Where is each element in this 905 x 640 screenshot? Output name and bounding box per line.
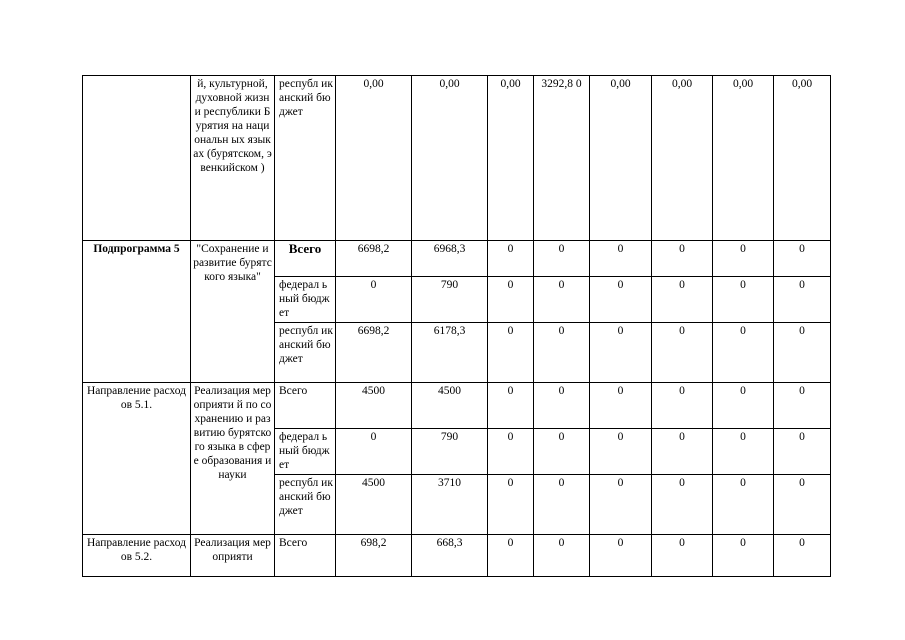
table-cell: 6698,2 — [336, 241, 412, 277]
table-cell: 0 — [652, 241, 713, 277]
table-cell: 4500 — [336, 475, 412, 535]
table-cell: 6698,2 — [336, 323, 412, 383]
table-cell: 0 — [488, 475, 534, 535]
table-cell: 0 — [774, 475, 831, 535]
table-cell: 0,00 — [774, 76, 831, 241]
table-cell: 0 — [713, 535, 774, 577]
table-cell: 6968,3 — [412, 241, 488, 277]
table-cell: 0 — [488, 323, 534, 383]
table-cell: 0 — [534, 475, 590, 535]
table-cell: 0 — [534, 383, 590, 429]
table-cell: 0,00 — [652, 76, 713, 241]
table-row — [83, 76, 831, 241]
table-cell: "Сохранение и развитие бурятского языка" — [191, 241, 275, 383]
table-cell: республ иканский бюджет — [275, 76, 336, 241]
table-cell: 0 — [488, 241, 534, 277]
table-cell: 0,00 — [488, 76, 534, 241]
table-cell: 0 — [774, 383, 831, 429]
table-cell: 3710 — [412, 475, 488, 535]
table-cell: 0 — [652, 475, 713, 535]
table-cell: 0 — [534, 241, 590, 277]
table-cell: 0 — [488, 383, 534, 429]
table-cell: 0,00 — [336, 76, 412, 241]
table-cell — [83, 76, 191, 241]
table-cell: Направление расходов 5.2. — [83, 535, 191, 577]
table-cell: 0 — [713, 429, 774, 475]
table-cell: 0,00 — [412, 76, 488, 241]
table-cell: 0 — [652, 383, 713, 429]
table-cell: 0 — [590, 429, 652, 475]
table-cell: 0 — [774, 277, 831, 323]
budget-table — [82, 75, 831, 577]
table-cell: Направление расходов 5.1. — [83, 383, 191, 535]
table-cell: 0 — [590, 277, 652, 323]
table-cell: Реализация мероприяти й по сохранению и развитию бурятского языка в сфере образования и науки — [191, 383, 275, 535]
table-cell: 0 — [713, 383, 774, 429]
table-cell: 0 — [774, 535, 831, 577]
table-cell: 6178,3 — [412, 323, 488, 383]
table-cell: 0 — [488, 429, 534, 475]
table-cell: 0 — [590, 475, 652, 535]
table-cell: федерал ьный бюджет — [275, 277, 336, 323]
table-cell: 0,00 — [590, 76, 652, 241]
table-cell: 0 — [534, 277, 590, 323]
table-cell: 0 — [652, 535, 713, 577]
table-cell: 0 — [336, 429, 412, 475]
budget-table-body — [83, 76, 831, 577]
table-cell: Всего — [275, 241, 336, 277]
table-cell: федерал ьный бюджет — [275, 429, 336, 475]
table-cell: 790 — [412, 429, 488, 475]
table-cell: Всего — [275, 383, 336, 429]
table-cell: 0 — [488, 277, 534, 323]
table-cell: Всего — [275, 535, 336, 577]
table-cell: й, культурной, духовной жизни республики Бурятия на национальн ых языках (бурятском, эвенкийском ) — [191, 76, 275, 241]
table-cell: 4500 — [412, 383, 488, 429]
table-cell: 0 — [488, 535, 534, 577]
table-cell: 0 — [652, 429, 713, 475]
table-cell: 0 — [534, 535, 590, 577]
table-cell: 0,00 — [713, 76, 774, 241]
table-cell: Реализация мероприяти — [191, 535, 275, 577]
table-cell: 0 — [534, 323, 590, 383]
table-cell: 668,3 — [412, 535, 488, 577]
table-cell: 0 — [774, 241, 831, 277]
table-cell: 4500 — [336, 383, 412, 429]
table-cell: 0 — [590, 323, 652, 383]
table-cell: Подпрограмма 5 — [83, 241, 191, 383]
table-cell: 0 — [774, 323, 831, 383]
table-row — [83, 535, 831, 577]
table-cell: 0 — [774, 429, 831, 475]
table-cell: 0 — [652, 277, 713, 323]
table-cell: 0 — [713, 277, 774, 323]
table-cell: 0 — [336, 277, 412, 323]
table-cell: республ иканский бюджет — [275, 475, 336, 535]
table-cell: 0 — [590, 535, 652, 577]
table-cell: 0 — [590, 383, 652, 429]
table-cell: 0 — [590, 241, 652, 277]
table-cell: 0 — [713, 323, 774, 383]
table-cell: 0 — [713, 241, 774, 277]
table-cell: республ иканский бюджет — [275, 323, 336, 383]
table-cell: 0 — [713, 475, 774, 535]
table-cell: 790 — [412, 277, 488, 323]
table-cell: 698,2 — [336, 535, 412, 577]
table-cell: 0 — [652, 323, 713, 383]
table-cell: 0 — [534, 429, 590, 475]
table-cell: 3292,8 0 — [534, 76, 590, 241]
table-row — [83, 241, 831, 277]
table-row — [83, 383, 831, 429]
